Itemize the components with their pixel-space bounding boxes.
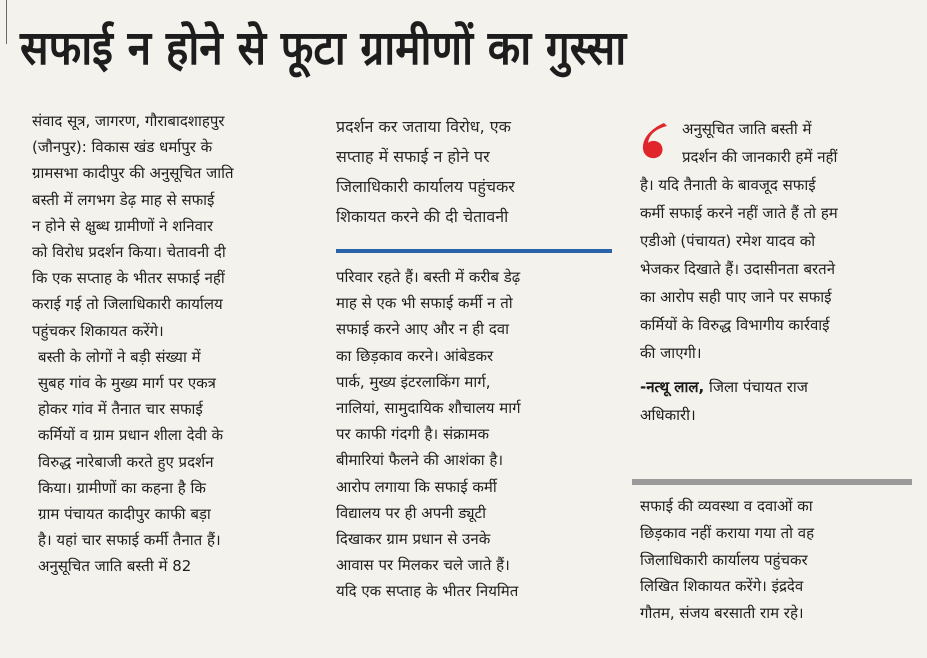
text-line: आरोप लगाया कि सफाई कर्मी	[336, 477, 497, 496]
text-line: परिवार रहते हैं। बस्ती में करीब डेढ़	[336, 268, 521, 286]
text-line: अनुसूचित जाति बस्ती में	[682, 120, 812, 138]
text-line: बस्ती के लोगों ने बड़ी संख्या में	[38, 347, 201, 366]
text-line: सुबह गांव के मुख्य मार्ग पर एकत्र	[38, 374, 216, 393]
text-line: लिखित शिकायत करेंगे। इंद्रदेव	[640, 577, 804, 596]
text-line: कर्मी सफाई करने नहीं जाते हैं तो हम	[640, 204, 838, 222]
deck-subheadline	[336, 112, 596, 232]
text-line: कि एक सप्ताह के भीतर सफाई नहीं	[32, 269, 225, 288]
text-line: बस्ती में लगभग डेढ़ माह से सफाई	[32, 190, 215, 209]
text-line: कराई गई तो जिलाधिकारी कार्यालय	[32, 295, 223, 314]
text-line: को विरोध प्रदर्शन किया। चेतावनी दी	[32, 243, 226, 262]
text-line: कर्मियों के विरुद्ध विभागीय कार्रवाई	[640, 316, 830, 334]
text-line: है। यहां चार सफाई कर्मी तैनात हैं।	[38, 531, 221, 550]
text-line: प्रदर्शन की जानकारी हमें नहीं	[682, 148, 838, 166]
quote-attribution	[640, 373, 912, 429]
text-line: किया। ग्रामीणों का कहना है कि	[38, 478, 206, 497]
text-line: विरुद्ध नारेबाजी करते हुए प्रदर्शन	[38, 452, 214, 471]
text-line: जिलाधिकारी कार्यालय पहुंचकर	[640, 550, 808, 569]
text-line: है। यदि तैनाती के बावजूद सफाई	[640, 176, 816, 194]
section-divider-rule	[632, 479, 912, 485]
quote-mark-icon	[640, 121, 670, 161]
text-line: पहुंचकर शिकायत करेंगे।	[32, 321, 164, 340]
text-line: दिखाकर ग्राम प्रधान से उनके	[336, 530, 491, 549]
text-line: ग्राम पंचायत कादीपुर काफी बड़ा	[38, 505, 211, 524]
text-line: का आरोप सही पाए जाने पर सफाई	[640, 288, 832, 306]
attribution-role: जिला पंचायत राज	[704, 378, 808, 396]
text-line: नालियां, सामुदायिक शौचालय मार्ग	[336, 399, 521, 418]
text-line: एडीओ (पंचायत) रमेश यादव को	[640, 232, 816, 250]
attribution-name: -नत्थू लाल,	[640, 378, 705, 396]
column-1-paragraph-2	[32, 344, 314, 580]
text-line: भेजकर दिखाते हैं। उदासीनता बरतने	[640, 260, 836, 278]
text-line: आवास पर मिलकर चले जाते हैं।	[336, 556, 510, 575]
text-line: पर काफी गंदगी है। संक्रामक	[336, 425, 490, 444]
deck-line: जिलाधिकारी कार्यालय पहुंचकर	[336, 177, 515, 196]
quote-text	[640, 115, 912, 367]
deck-line: शिकायत करने की दी चेतावनी	[336, 207, 509, 226]
text-line: संवाद सूत्र, जागरण, गौराबादशाहपुर	[32, 112, 225, 130]
text-line: माह से एक भी सफाई कर्मी न तो	[336, 294, 513, 313]
text-line: गौतम, संजय बरसाती राम रहे।	[640, 604, 804, 623]
column-3	[640, 493, 912, 627]
text-line: छिड़काव नहीं कराया गया तो वह	[640, 523, 815, 542]
column-1	[32, 108, 314, 580]
column-2	[336, 264, 604, 605]
text-line: पार्क, मुख्य इंटरलाकिंग मार्ग,	[336, 372, 491, 391]
column-1-paragraph-1	[32, 108, 314, 344]
text-line: न होने से क्षुब्ध ग्रामीणों ने शनिवार	[32, 216, 213, 235]
text-line: कर्मियों व ग्राम प्रधान शीला देवी के	[38, 426, 224, 445]
text-line: विद्यालय पर ही अपनी ड्यूटी	[336, 503, 486, 522]
deck-line: प्रदर्शन कर जताया विरोध, एक	[336, 117, 511, 136]
text-line: यदि एक सप्ताह के भीतर नियमित	[336, 582, 519, 601]
attribution-role-cont: अधिकारी।	[640, 406, 696, 424]
text-line: बीमारियां फैलने की आशंका है।	[336, 451, 504, 470]
headline: सफाई न होने से फूटा ग्रामीणों का गुस्सा	[20, 21, 627, 76]
text-line: सफाई करने आए और न ही दवा	[336, 320, 510, 339]
text-line: होकर गांव में तैनात चार सफाई	[38, 400, 203, 419]
text-line: (जौनपुर): विकास खंड धर्मापुर के	[32, 138, 213, 157]
deck-line: सप्ताह में सफाई न होने पर	[336, 147, 490, 166]
text-line: की जाएगी।	[640, 344, 702, 362]
clipping-edge-line	[6, 0, 7, 44]
text-line: सफाई की व्यवस्था व दवाओं का	[640, 497, 813, 515]
deck-divider-rule	[336, 249, 612, 253]
text-line: अनुसूचित जाति बस्ती में 82	[38, 557, 192, 576]
official-quote-box	[640, 115, 912, 429]
text-line: का छिड़काव करने। आंबेडकर	[336, 346, 494, 365]
text-line: ग्रामसभा कादीपुर की अनुसूचित जाति	[32, 164, 234, 183]
